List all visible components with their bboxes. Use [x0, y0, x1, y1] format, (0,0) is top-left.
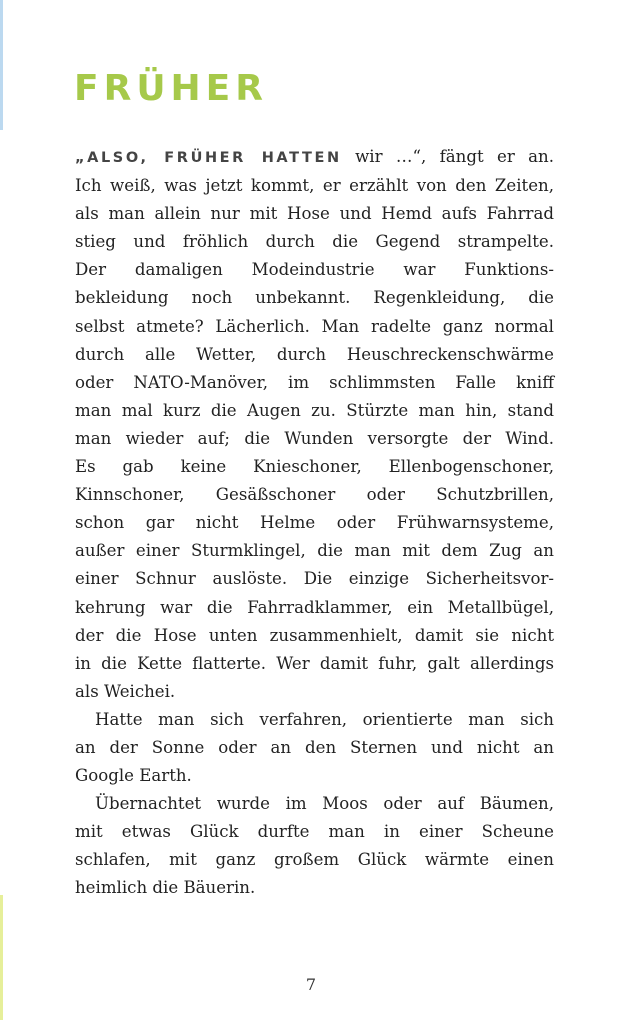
- page-edge-marker-blue: [0, 0, 3, 130]
- text-line: [75, 284, 554, 312]
- text-line: [75, 818, 554, 846]
- line-text: man wieder auf; die Wunden versorgte der Wind.: [75, 428, 554, 448]
- line-text: wir …“, fängt er an.: [341, 147, 555, 166]
- chapter-heading: FRÜHER: [74, 68, 268, 109]
- line-text: Der damaligen Modeindustrie war Funktions-: [75, 260, 554, 280]
- line-text: Hatte man sich verfahren, orientierte man sich: [95, 709, 554, 729]
- text-line: [75, 228, 554, 256]
- line-text: in die Kette flatterte. Wer damit fuhr, galt allerdings: [75, 653, 554, 673]
- text-line: [75, 622, 554, 650]
- text-line: [75, 565, 554, 593]
- text-line: [75, 143, 554, 172]
- text-line: [75, 706, 554, 734]
- text-line: [75, 762, 554, 790]
- line-text: kehrung war die Fahrradklammer, ein Metallbügel,: [75, 597, 554, 617]
- text-line: [75, 256, 554, 284]
- line-text: stieg und fröhlich durch die Gegend strampelte.: [75, 232, 554, 252]
- text-line: [75, 846, 554, 874]
- text-line: [75, 790, 554, 818]
- line-text: man mal kurz die Augen zu. Stürzte man hin, stand: [75, 400, 554, 420]
- text-line: [75, 537, 554, 565]
- line-text: einer Schnur auslöste. Die einzige Sicherheitsvor-: [75, 569, 554, 589]
- line-text: außer einer Sturmklingel, die man mit dem Zug an: [75, 541, 554, 561]
- line-text: schlafen, mit ganz großem Glück wärmte einen: [75, 850, 554, 870]
- text-line: [75, 650, 554, 678]
- text-line: [75, 481, 554, 509]
- lead-in: „ALSO, FRÜHER HATTEN: [75, 150, 342, 166]
- text-line: [75, 341, 554, 369]
- text-line: [75, 425, 554, 453]
- text-line: [75, 200, 554, 228]
- page-edge-marker-yellow: [0, 895, 3, 1020]
- text-line: [75, 397, 554, 425]
- text-line: [75, 313, 554, 341]
- text-line: [75, 678, 554, 706]
- body-text: [75, 143, 554, 903]
- text-line: [75, 369, 554, 397]
- line-text: Kinnschoner, Gesäßschoner oder Schutzbrillen,: [75, 485, 554, 505]
- line-text: mit etwas Glück durfte man in einer Scheune: [75, 822, 554, 842]
- line-text: oder NATO-Manöver, im schlimmsten Falle kniff: [75, 372, 554, 392]
- line-text: Google Earth.: [75, 766, 192, 786]
- line-text: selbst atmete? Lächerlich. Man radelte ganz normal: [75, 316, 554, 336]
- page-number: 7: [305, 975, 317, 994]
- line-text: schon gar nicht Helme oder Frühwarnsysteme,: [75, 513, 554, 533]
- text-line: [75, 453, 554, 481]
- line-text: an der Sonne oder an den Sternen und nicht an: [75, 737, 554, 757]
- text-line: [75, 509, 554, 537]
- text-line: [75, 594, 554, 622]
- line-text: heimlich die Bäuerin.: [75, 878, 256, 898]
- line-text: Es gab keine Knieschoner, Ellenbogenschoner,: [75, 457, 554, 477]
- line-text: Ich weiß, was jetzt kommt, er erzählt von den Zeiten,: [75, 176, 554, 196]
- text-line: [75, 874, 554, 902]
- line-text: als Weichei.: [75, 681, 176, 701]
- line-text: Übernachtet wurde im Moos oder auf Bäumen,: [95, 794, 554, 814]
- line-text: der die Hose unten zusammenhielt, damit sie nicht: [75, 625, 554, 645]
- line-text: bekleidung noch unbekannt. Regenkleidung, die: [75, 288, 554, 308]
- text-line: [75, 734, 554, 762]
- line-text: durch alle Wetter, durch Heuschreckenschwärme: [75, 344, 554, 364]
- line-text: als man allein nur mit Hose und Hemd aufs Fahrrad: [75, 204, 554, 224]
- text-line: [75, 172, 554, 200]
